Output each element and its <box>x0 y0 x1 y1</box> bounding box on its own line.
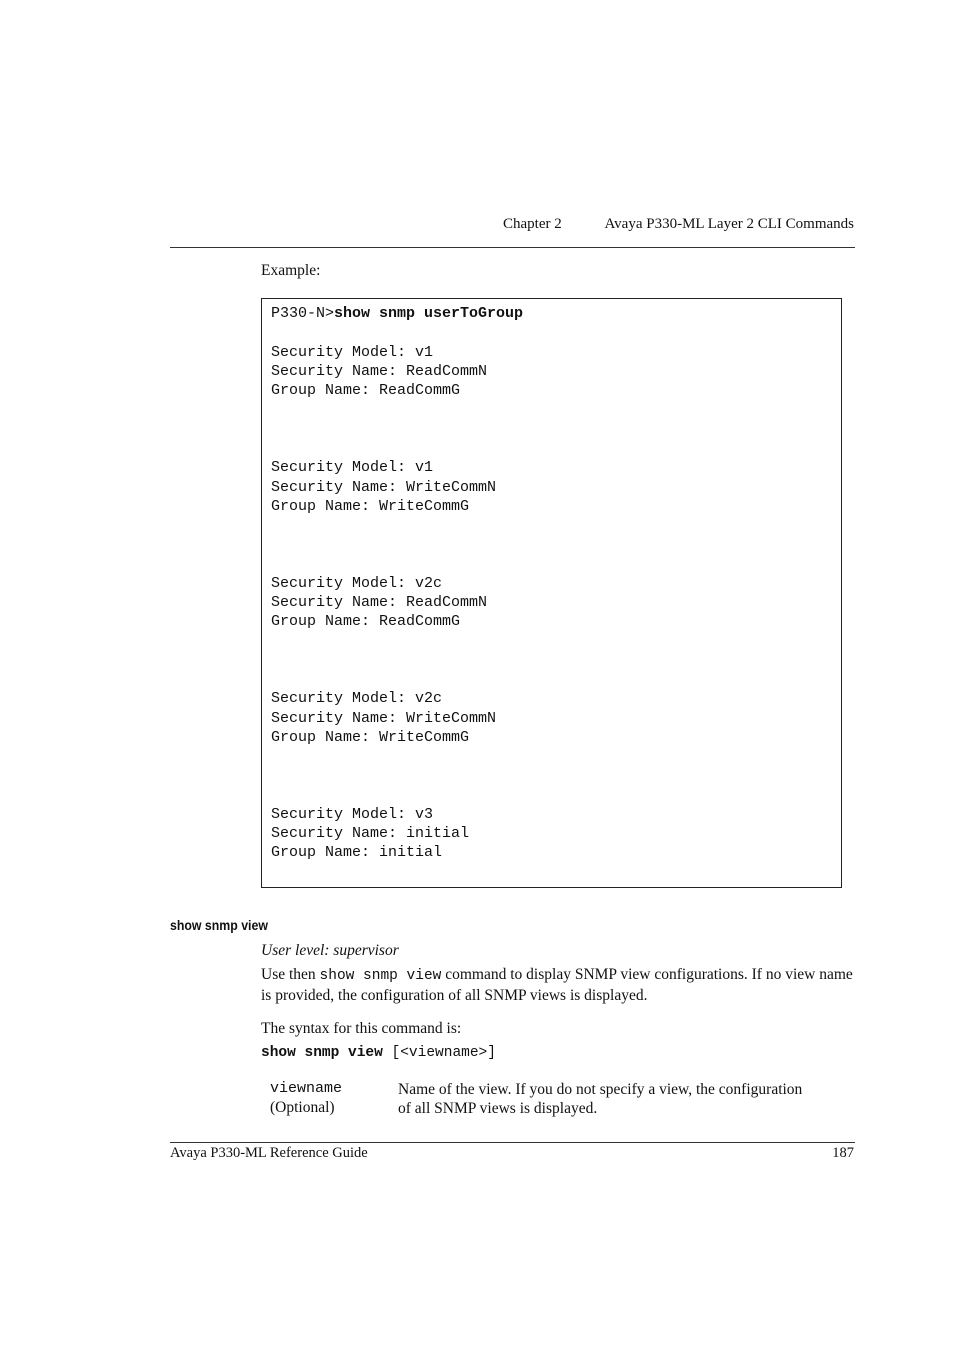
syntax-command: show snmp view <box>261 1045 383 1061</box>
section-heading: show snmp view <box>170 917 268 933</box>
param-name: viewname <box>270 1080 343 1097</box>
code-line: Group Name: initial <box>271 844 443 861</box>
example-label: Example: <box>261 262 321 279</box>
footer-rule <box>170 1142 855 1143</box>
code-line: Group Name: WriteCommG <box>271 498 470 515</box>
code-line: Security Model: v2c <box>271 690 443 707</box>
code-command: show snmp userToGroup <box>334 305 524 322</box>
code-line: Security Model: v3 <box>271 806 434 823</box>
desc-text-post: command to display SNMP view configurations. If no view name is provided, the configuration of all SNMP views is displayed. <box>261 966 853 1004</box>
code-line: Security Name: ReadCommN <box>271 363 488 380</box>
header-chapter: Chapter 2 <box>503 216 562 232</box>
code-line: Security Model: v2c <box>271 575 443 592</box>
code-line: Security Name: WriteCommN <box>271 479 497 496</box>
code-prompt: P330-N> <box>271 305 335 322</box>
code-line: Group Name: ReadCommG <box>271 382 461 399</box>
param-description: Name of the view. If you do not specify a view, the configuration of all SNMP views is displayed. <box>398 1081 803 1117</box>
desc-text-pre: Use then <box>261 966 320 983</box>
user-level: User level: supervisor <box>261 942 399 959</box>
code-line: Group Name: ReadCommG <box>271 613 461 630</box>
code-line: Group Name: WriteCommG <box>271 729 470 746</box>
desc-command: show snmp view <box>319 968 442 984</box>
code-line: Security Model: v1 <box>271 459 434 476</box>
section-description <box>261 965 855 1005</box>
code-line: Security Model: v1 <box>271 344 434 361</box>
footer-guide-title: Avaya P330-ML Reference Guide <box>170 1145 368 1161</box>
syntax-intro: The syntax for this command is: <box>261 1020 462 1037</box>
syntax-args: [<viewname>] <box>382 1045 496 1061</box>
code-example-box <box>261 298 842 888</box>
code-line: Security Name: WriteCommN <box>271 710 497 727</box>
param-optional: (Optional) <box>270 1099 335 1116</box>
code-line: Security Name: initial <box>271 825 470 842</box>
header-rule <box>170 247 855 248</box>
code-command-line <box>271 305 523 323</box>
page-number: 187 <box>832 1145 854 1161</box>
code-line: Security Name: ReadCommN <box>271 594 488 611</box>
header-title: Avaya P330-ML Layer 2 CLI Commands <box>604 216 854 232</box>
syntax-line <box>261 1045 496 1061</box>
